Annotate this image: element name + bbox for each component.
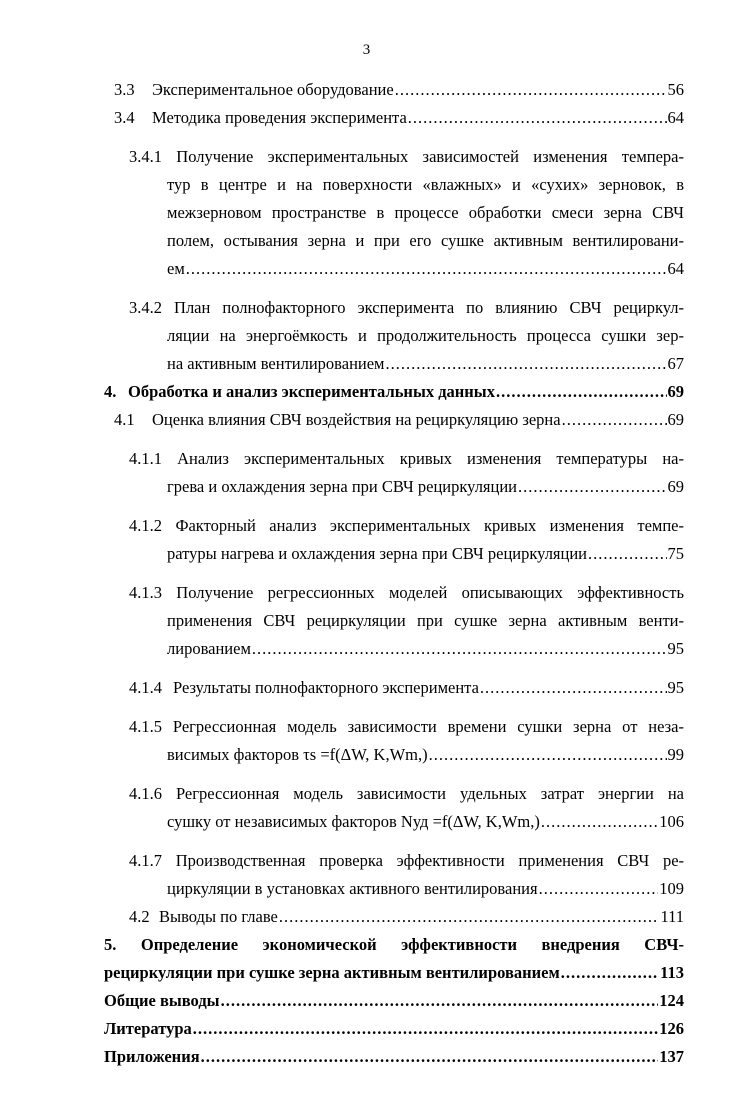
toc-title-line: Анализ экспериментальных кривых изменения температуры на- [177, 449, 684, 468]
toc-title-line: рециркуляции при сушке зерна активным вентилированием [104, 963, 560, 982]
toc-title-line: циркуляции в установках активного вентилирования [167, 879, 538, 898]
toc-title-line: ратуры нагрева и охлаждения зерна при СВЧ рециркуляции [167, 544, 588, 563]
toc-title-line: Факторный анализ экспериментальных кривых изменения темпе- [175, 516, 684, 535]
toc-entry-4-1-2[interactable] [104, 512, 684, 568]
toc-page: 64 [667, 108, 684, 127]
toc-title-line: Получение экспериментальных зависимостей изменения темпера- [176, 147, 685, 166]
toc-page: 113 [660, 963, 684, 982]
toc-entry-references[interactable] [104, 1015, 684, 1043]
toc-leader [252, 635, 667, 663]
toc-number: 4.1.6 [129, 784, 162, 803]
toc-page: 69 [667, 382, 684, 401]
toc-entry-chapter-5[interactable] [104, 931, 684, 987]
toc-number: 4.1.7 [129, 851, 162, 870]
toc-title: Выводы по главе [159, 907, 278, 926]
toc-title-line: полем, остывания зерна и при его сушке активным вентилировани- [167, 231, 684, 250]
toc-entry-3-3[interactable] [104, 76, 684, 104]
toc-leader [408, 104, 667, 132]
toc-number: 3.4.1 [129, 147, 162, 166]
toc-title: Литература [104, 1019, 192, 1038]
toc-entry-4-1-1[interactable] [104, 445, 684, 501]
toc-number: 3.4.2 [129, 298, 162, 317]
toc-page: 126 [659, 1019, 684, 1038]
toc-title-line: ляции на энергоёмкость и продолжительность процесса сушки зер- [167, 326, 684, 345]
toc-page: 99 [667, 745, 684, 764]
toc-page: 109 [659, 879, 684, 898]
toc-title: Экспериментальное оборудование [152, 80, 394, 99]
toc-leader [386, 350, 667, 378]
toc-number: 4.1.4 [129, 678, 162, 697]
toc-leader [193, 1015, 658, 1043]
toc-title-line: сушку от независимых факторов Nуд =f(ΔW, K,Wm,) [167, 812, 540, 831]
toc-number: 5. [104, 935, 117, 954]
toc-number: 4.1 [114, 410, 135, 429]
toc-leader [518, 473, 666, 501]
toc-number: 3.3 [114, 80, 135, 99]
toc-leader [221, 987, 659, 1015]
toc-number: 3.4 [114, 108, 135, 127]
toc-page: 64 [667, 259, 684, 278]
toc-entry-appendices[interactable] [104, 1043, 684, 1071]
page-number: 3 [362, 42, 371, 58]
toc-page: 67 [667, 354, 684, 373]
toc-title-line: применения СВЧ рециркуляции при сушке зерна активным венти- [167, 611, 684, 630]
toc-page: 69 [667, 477, 684, 496]
toc-entry-4-1[interactable] [104, 406, 684, 434]
toc-title-line: Производственная проверка эффективности применения СВЧ ре- [175, 851, 685, 870]
toc-entry-chapter-4[interactable] [104, 378, 684, 406]
toc-title: Оценка влияния СВЧ воздействия на рециркуляцию зерна [152, 410, 561, 429]
toc-title-line: межзерновом пространстве в процессе обработки смеси зерна СВЧ [167, 203, 684, 222]
toc-title: Приложения [104, 1047, 200, 1066]
toc-leader [429, 741, 667, 769]
toc-entry-3-4-1[interactable] [104, 143, 684, 283]
toc-page: 95 [667, 678, 684, 697]
toc-title-line: Получение регрессионных моделей описывающих эффективность [176, 583, 684, 602]
toc-entry-3-4-2[interactable] [104, 294, 684, 378]
toc-title: Обработка и анализ экспериментальных данных [128, 382, 495, 401]
toc-title-line: Определение экономической эффективности внедрения СВЧ- [140, 935, 684, 954]
toc-title: Методика проведения эксперимента [152, 108, 407, 127]
toc-entry-conclusions[interactable] [104, 987, 684, 1015]
toc-title-line: тур в центре и на поверхности «влажных» и «сухих» зерновок, в [167, 175, 684, 194]
table-of-contents [104, 76, 684, 1071]
toc-page: 56 [667, 80, 684, 99]
toc-number: 4.1.3 [129, 583, 162, 602]
toc-page: 75 [667, 544, 684, 563]
toc-title-line: ем [167, 259, 185, 278]
toc-page: 111 [660, 907, 684, 926]
toc-title-line: на активным вентилированием [167, 354, 385, 373]
toc-title-line: грева и охлаждения зерна при СВЧ рециркуляции [167, 477, 518, 496]
toc-number: 4.1.2 [129, 516, 162, 535]
toc-entry-4-1-4[interactable] [104, 674, 684, 702]
toc-title-line: висимых факторов τs =f(ΔW, K,Wm,) [167, 745, 428, 764]
toc-title-line: лированием [167, 639, 251, 658]
toc-leader [279, 903, 660, 931]
toc-leader [541, 808, 658, 836]
toc-page: 69 [667, 410, 684, 429]
toc-entry-4-2[interactable] [104, 903, 684, 931]
toc-number: 4.2 [129, 907, 150, 926]
toc-number: 4.1.1 [129, 449, 162, 468]
toc-number: 4.1.5 [129, 717, 162, 736]
toc-page: 137 [659, 1047, 684, 1066]
toc-leader [395, 76, 667, 104]
toc-title-line: Регрессионная модель зависимости времени сушки зерна от неза- [172, 717, 684, 736]
toc-entry-4-1-5[interactable] [104, 713, 684, 769]
toc-leader [201, 1043, 659, 1071]
toc-title-line: Регрессионная модель зависимости удельных затрат энергии на [175, 784, 684, 803]
toc-leader [561, 959, 659, 987]
toc-leader [496, 378, 667, 406]
toc-leader [539, 875, 659, 903]
toc-leader [186, 255, 667, 283]
toc-entry-4-1-7[interactable] [104, 847, 684, 903]
toc-title: Общие выводы [104, 991, 220, 1010]
toc-leader [588, 540, 666, 568]
toc-title: Результаты полнофакторного эксперимента [173, 678, 479, 697]
toc-page: 124 [659, 991, 684, 1010]
toc-entry-3-4[interactable] [104, 104, 684, 132]
toc-page: 106 [659, 812, 684, 831]
toc-leader [562, 406, 667, 434]
toc-number: 4. [104, 382, 117, 401]
toc-entry-4-1-6[interactable] [104, 780, 684, 836]
toc-entry-4-1-3[interactable] [104, 579, 684, 663]
toc-page: 95 [667, 639, 684, 658]
toc-leader [480, 674, 667, 702]
toc-title-line: План полнофакторного эксперимента по влиянию СВЧ рециркул- [174, 298, 684, 317]
